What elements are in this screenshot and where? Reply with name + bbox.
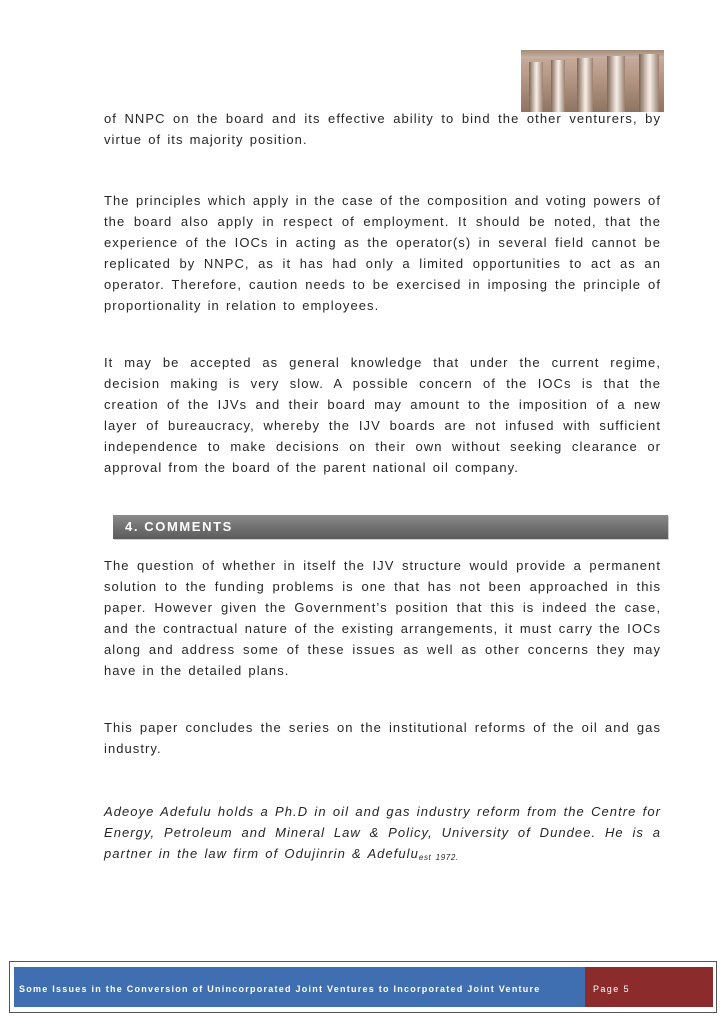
section-heading: 4. COMMENTS <box>125 519 233 534</box>
author-bio-established: est 1972. <box>418 853 459 862</box>
paragraph: This paper concludes the series on the institutional reforms of the oil and gas industry. <box>104 720 661 756</box>
footer-title-block <box>14 967 585 1007</box>
footer-page-block <box>585 967 713 1007</box>
header-columns-image <box>521 50 664 112</box>
section-heading-bar <box>113 515 668 539</box>
column-shape <box>639 54 659 112</box>
column-shape <box>577 58 593 112</box>
author-bio-text: Adeoye Adefulu holds a Ph.D in oil and gas industry reform from the Centre for Energy, Petroleum and Mineral Law & Policy, University of Dundee. He is a partner in the law firm of Odujinrin & Adefulu <box>104 804 661 861</box>
paragraph: The principles which apply in the case of the composition and voting powers of the board also apply in respect of employment. It should be noted, that the experience of the IOCs in acting as the operator(s) in several field cannot be replicated by NNPC, as it has had only a limited opportunities to act as an operator. Therefore, caution needs to be exercised in imposing the principle of proportionality in relation to employees. <box>104 193 661 313</box>
column-shape <box>607 56 625 112</box>
footer-title: Some Issues in the Conversion of Unincorporated Joint Ventures to Incorporated Joint Venture <box>19 984 541 994</box>
paragraph: of NNPC on the board and its effective ability to bind the other venturers, by virtue of its majority position. <box>104 111 661 147</box>
author-bio <box>104 801 661 868</box>
column-shape <box>529 62 543 112</box>
column-shape <box>551 60 565 112</box>
page-number: Page 5 <box>593 984 630 994</box>
paragraph: The question of whether in itself the IJV structure would provide a permanent solution to the funding problems is one that has not been approached in this paper. However given the Government’s position that this is indeed the case, and the contractual nature of the existing arrangements, it must carry the IOCs along and address some of these issues as well as other concerns they may have in the detailed plans. <box>104 558 661 678</box>
paragraph: It may be accepted as general knowledge that under the current regime, decision making is very slow. A possible concern of the IOCs is that the creation of the IJVs and their board may amount to the imposition of a new layer of bureaucracy, whereby the IJV boards are not infused with sufficient independence to make decisions on their own without seeking clearance or approval from the board of the parent national oil company. <box>104 355 661 475</box>
